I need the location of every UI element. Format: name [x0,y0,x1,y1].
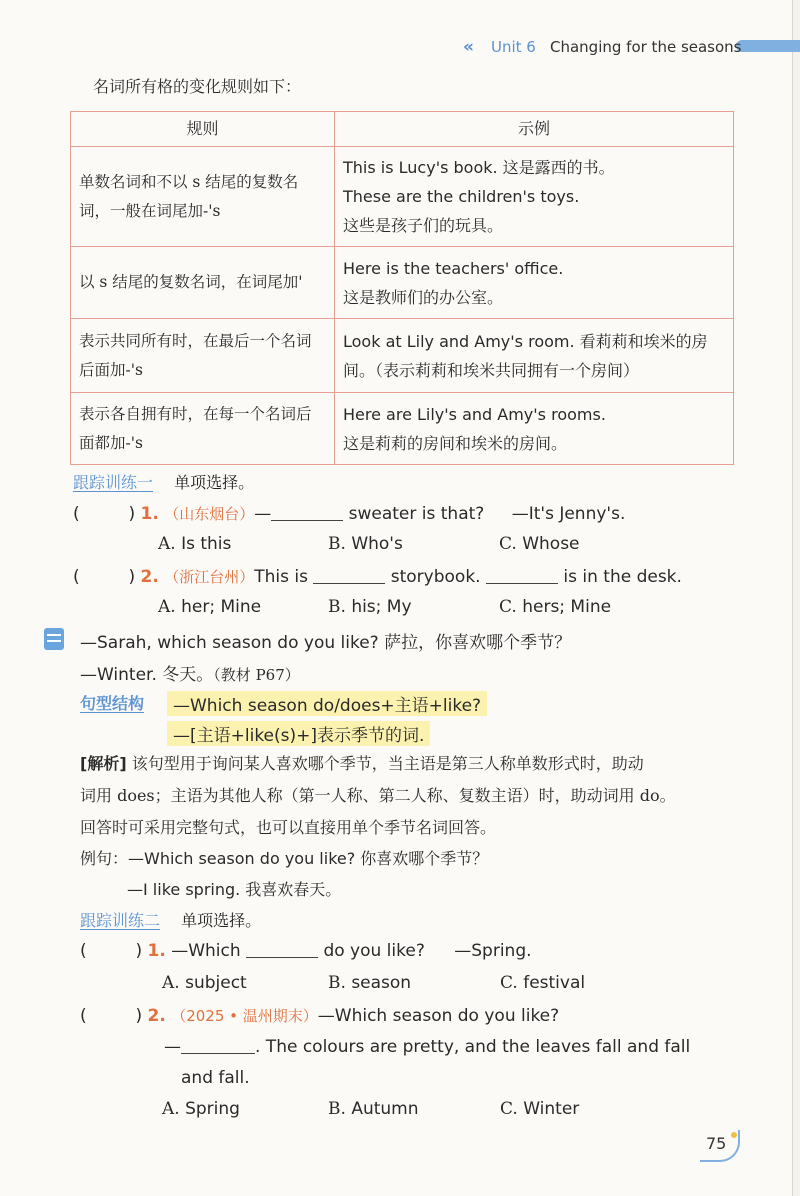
exercise1-question1 [73,503,625,524]
table-cell-example [335,147,734,247]
book-icon [44,628,64,650]
answer-paren-close: ) [135,941,143,961]
key-sentence-line1: —Sarah, which season do you like? 萨拉，你喜欢哪个季节？ [80,633,572,653]
question-post: do you like? [318,941,425,961]
fill-blank[interactable] [313,567,385,584]
rules-table [70,111,734,465]
example-line: Here are Lily's and Amy's rooms. [343,404,606,424]
example-line: 这是教师们的办公室。 [343,287,504,307]
example-line: These are the children's toys. [343,187,580,206]
option-a[interactable]: A. her; Mine [158,597,262,617]
header-unit: Unit 6 [491,38,536,56]
page-number: 75 [706,1134,727,1153]
question-number: 2. [140,567,159,587]
exercise2-question1 [80,941,532,961]
analysis-line2: 词用 does；主语为其他人称（第一人称、第二人称、复数主语）时，助动词用 do。 [80,786,676,805]
question-text: —Which season do you like? [317,1006,560,1026]
table-cell-rule: 表示共同所有时，在最后一个名词后面加-'s [71,319,335,393]
exercise2-q2-answer-cont: and fall. [181,1068,250,1088]
exercise2-heading [80,908,261,931]
question-number: 1. [147,941,166,961]
fill-blank[interactable] [486,567,558,584]
table-row [71,247,734,319]
example-line: Here is the teachers' office. [343,258,564,278]
option-c[interactable]: C. festival [500,973,586,993]
table-cell-rule: 单数名词和不以 s 结尾的复数名词，一般在词尾加-'s [71,147,335,247]
example-sentence-1: 例句：—Which season do you like? 你喜欢哪个季节？ [80,849,489,868]
example-line: 间。（表示莉莉和埃米共同拥有一个房间） [343,360,640,380]
answer-paren-close: ) [135,1006,143,1026]
table-cell-example [335,247,734,319]
header-title: Changing for the seasons [550,38,742,56]
fill-blank[interactable] [246,941,318,958]
question-answer: —Spring. [454,941,532,961]
exercise1-title: 单项选择。 [174,473,255,492]
question-number: 1. [140,504,159,524]
table-header-row [71,112,734,147]
answer-paren-open: ( [73,504,80,524]
answer-paren-open: ( [80,941,87,961]
example-line: Look at Lily and Amy's room. 看莉莉和埃米的房 [343,331,708,351]
table-row [71,393,734,465]
option-a[interactable]: A. Is this [158,534,232,554]
example-line: 这是莉莉的房间和埃米的房间。 [343,433,568,453]
analysis-line1: [解析] 该句型用于询问某人喜欢哪个季节，当主语是第三人称单数形式时，助动 [80,754,644,773]
option-b[interactable]: B. Who's [328,534,403,554]
table-row [71,147,734,247]
question-answer: —It's Jenny's. [511,504,626,524]
table-cell-rule: 表示各自拥有时，在每一个名词后面都加-'s [71,393,335,465]
example-line: 这些是孩子们的玩具。 [343,216,504,235]
exercise2-question2 [80,1005,559,1026]
option-b[interactable]: B. Autumn [328,1099,419,1119]
table-cell-example [335,393,734,465]
exercise1-heading [73,470,254,493]
page-number-dot [731,1132,737,1138]
question-mid: storybook. [385,567,486,587]
table-cell-rule: 以 s 结尾的复数名词，在词尾加' [71,247,335,319]
intro-text: 名词所有格的变化规则如下： [93,77,302,96]
fill-blank[interactable] [271,504,343,521]
exercise2-label: 跟踪训练二 [80,911,161,930]
question-post: is in the desk. [557,567,682,587]
question-source: （2025 • 温州期末） [171,1007,318,1025]
option-b[interactable]: B. season [328,973,412,993]
question-source: （山东烟台） [164,505,255,523]
question-pre: —Which [171,941,247,961]
exercise2-q2-answer-line: — . The colours are pretty, and the leaves fall and fall [164,1037,691,1057]
fill-blank[interactable] [181,1037,255,1054]
structure-line1: —Which season do/does+主语+like? [167,691,487,716]
option-a[interactable]: A. Spring [162,1099,240,1119]
option-c[interactable]: C. Whose [499,534,580,554]
table-cell-example [335,319,734,393]
table-header-example: 示例 [335,112,734,147]
option-c[interactable]: C. hers; Mine [499,597,612,617]
question-post: sweater is that? [343,504,485,524]
exercise2-title: 单项选择。 [181,911,262,930]
question-pre: This is [254,567,314,587]
example-line: This is Lucy's book. 这是露西的书。 [343,158,615,177]
question-pre: — [254,504,272,524]
exercise1-question2 [73,566,682,587]
option-b[interactable]: B. his; My [328,597,412,617]
structure-line2: —[主语+like(s)+]表示季节的词. [167,721,430,746]
answer-paren-close: ) [128,504,136,524]
double-chevron-icon: « [463,37,471,57]
example-sentence-2: —I like spring. 我喜欢春天。 [127,880,342,899]
analysis-line3: 回答时可采用完整句式，也可以直接用单个季节名词回答。 [80,818,497,837]
key-sentence-line2: —Winter. 冬天。（教材 P67） [80,665,300,685]
option-a[interactable]: A. subject [162,973,247,993]
table-header-rule: 规则 [71,112,335,147]
exercise1-label: 跟踪训练一 [73,473,154,492]
header-bar [736,40,800,52]
answer-paren-open: ( [80,1006,87,1026]
table-row [71,319,734,393]
question-source: （浙江台州） [164,568,255,586]
option-c[interactable]: C. Winter [500,1099,580,1119]
structure-label: 句型结构 [80,694,145,713]
exercise1-q1-options [158,534,231,554]
question-number: 2. [147,1006,166,1026]
answer-paren-close: ) [128,567,136,587]
answer-paren-open: ( [73,567,80,587]
